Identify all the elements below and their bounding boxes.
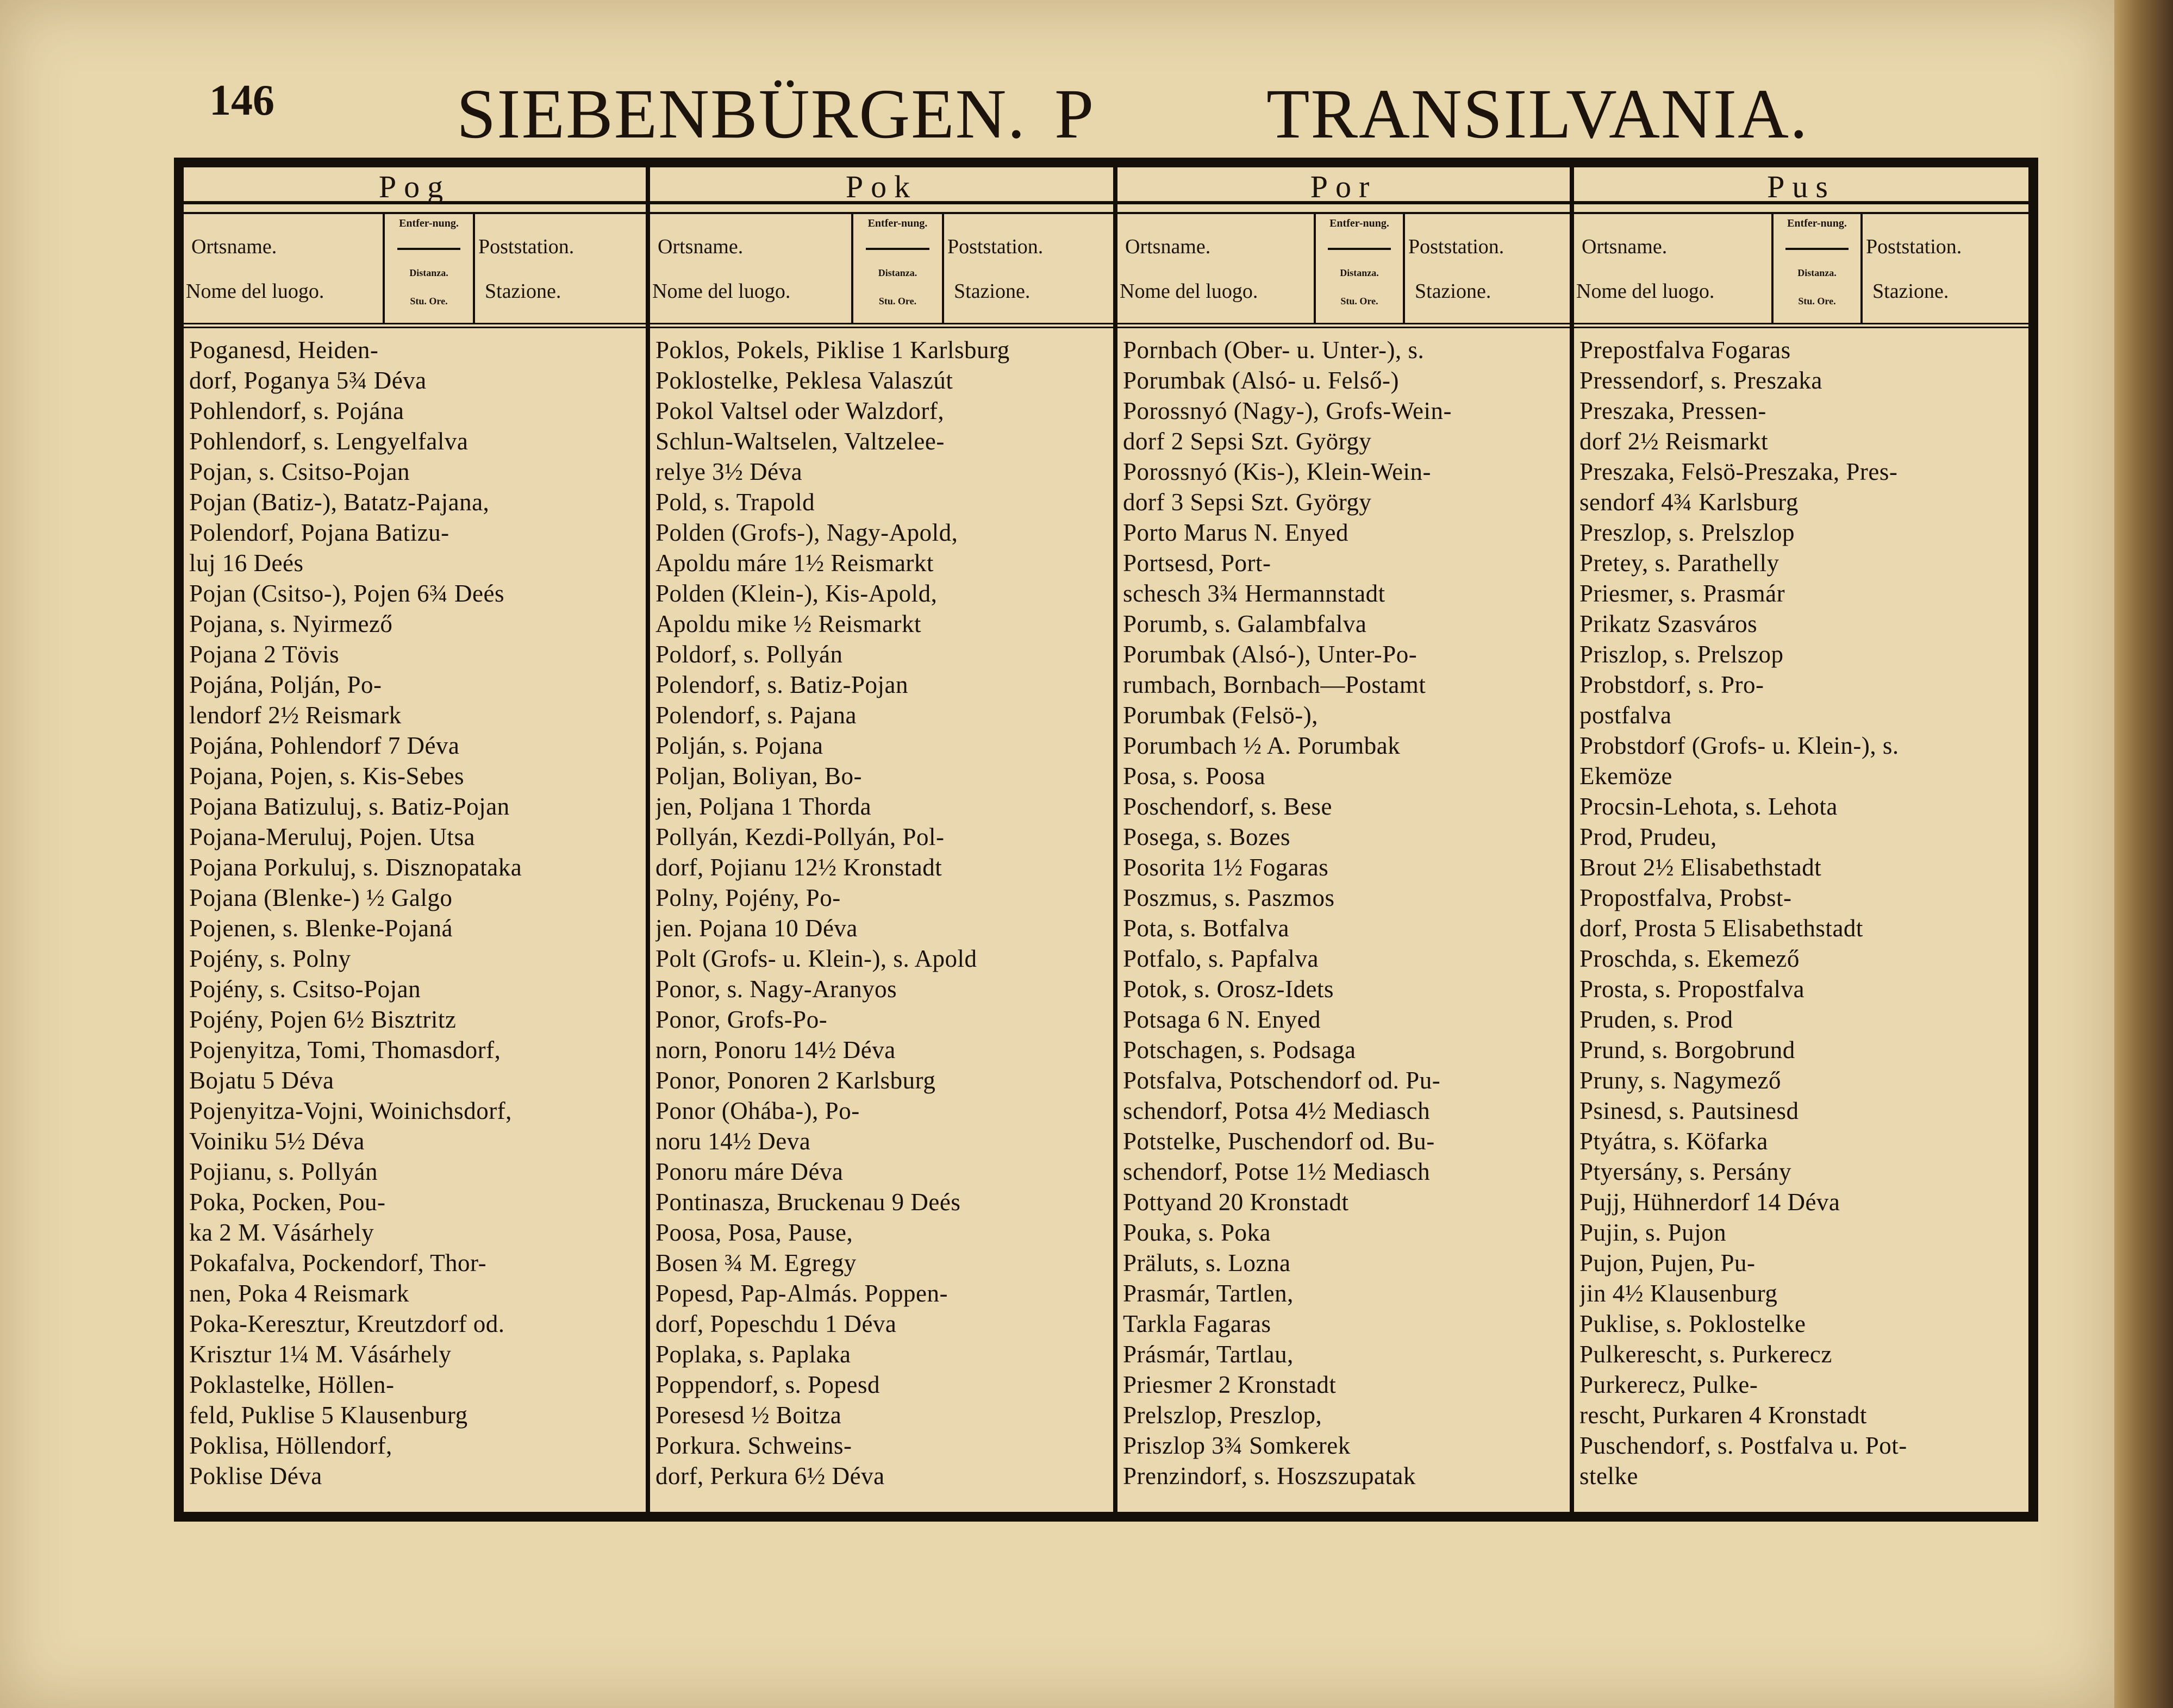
place-entry: Poschendorf, s. Bese [1123,793,1332,820]
place-entry: Pohlendorf, s. Lengyelfalva [189,428,469,455]
place-entry: Pujon, Pujen, Pu- [1579,1249,1756,1277]
distance-header-box [1314,214,1405,323]
place-entry: Porto Marus N. Enyed [1123,519,1348,546]
place-entry: Pojény, s. Csitso-Pojan [189,975,421,1003]
place-entry: Polny, Pojény, Po- [655,884,841,911]
place-entry: Porumbach ½ A. Porumbak [1123,732,1401,759]
entfernung-label: Entfer-nung. [1787,217,1847,229]
place-entry: Potsfalva, Potschendorf od. Pu- [1123,1067,1441,1094]
column-heading: Por [1117,167,1570,204]
place-entry: Potfalo, s. Papfalva [1123,945,1319,972]
place-entry: Popesd, Pap-Almás. Poppen- [655,1280,948,1307]
stazione-label: Stazione. [485,280,561,303]
place-entry: Poljan, Boliyan, Bo- [655,762,862,790]
distance-header-box [383,214,475,323]
place-entry: relye 3½ Déva [655,458,803,485]
place-entry: Ponor, s. Nagy-Aranyos [655,975,897,1003]
place-entry: Bosen ¾ M. Egregy [655,1249,857,1277]
place-entry: schendorf, Potsa 4½ Mediasch [1123,1097,1431,1124]
place-entry: Potstelke, Puschendorf od. Bu- [1123,1128,1435,1155]
place-entry: Poldorf, s. Pollyán [655,641,843,668]
place-entry: Probstdorf (Grofs- u. Klein-), s. [1579,732,1899,759]
place-entry: Pojana 2 Tövis [189,641,340,668]
place-entry: Tarkla Fagaras [1123,1310,1271,1337]
place-entry: Pojána, Polján, Po- [189,671,382,698]
place-entry: Ptyátra, s. Köfarka [1579,1128,1768,1155]
place-entry: noru 14½ Deva [655,1128,811,1155]
table-column-pus [1570,167,2028,1512]
entry-list [1117,335,1570,1491]
place-entry: Poka, Pocken, Pou- [189,1188,386,1216]
place-entry: Polendorf, s. Batiz-Pojan [655,671,908,698]
place-entry: nen, Poka 4 Reismark [189,1280,409,1307]
column-heading: Pus [1574,167,2028,204]
title-letter: P [1054,75,1094,153]
place-entry: Potsaga 6 N. Enyed [1123,1006,1321,1033]
nome-del-luogo-label: Nome del luogo. [1120,280,1258,303]
stu-ore-label: Stu. Ore. [410,296,448,306]
place-entry: luj 16 Deés [189,549,304,577]
place-entry: Prenzindorf, s. Hoszszupatak [1123,1462,1416,1490]
distance-header-box [851,214,944,323]
place-entry: Prosta, s. Propostfalva [1579,975,1804,1003]
place-entry: Pojana, Pojen, s. Kis-Sebes [189,762,464,790]
place-entry: Porossnyó (Nagy-), Grofs-Wein- [1123,397,1452,424]
distance-header-box [1771,214,1863,323]
stu-ore-label: Stu. Ore. [1798,296,1836,306]
place-entry: Ponoru máre Déva [655,1158,844,1185]
place-entry: Polt (Grofs- u. Klein-), s. Apold [655,945,977,972]
place-entry: Prásmár, Tartlau, [1123,1341,1294,1368]
place-entry: Pojenen, s. Blenke-Pojaná [189,915,453,942]
place-entry: Pojény, Pojen 6½ Bisztritz [189,1006,457,1033]
place-entry: jen, Poljana 1 Thorda [655,793,872,820]
distanza-label: Distanza. [1797,267,1837,278]
place-entry: dorf 2 Sepsi Szt. György [1123,428,1372,455]
place-entry: Posa, s. Poosa [1123,762,1266,790]
distanza-label: Distanza. [1340,267,1379,278]
place-entry: Prod, Prudeu, [1579,823,1717,850]
poststation-label: Poststation. [947,235,1044,258]
place-entry: Priszlop 3¾ Somkerek [1123,1432,1351,1459]
place-entry: Porumbak (Alsó- u. Felső-) [1123,367,1399,394]
place-entry: Poklos, Pokels, Piklise 1 Karlsburg [655,336,1010,364]
ortsname-label: Ortsname. [658,235,744,258]
place-entry: Pojana Porkuluj, s. Disznopataka [189,854,522,881]
place-entry: Poszmus, s. Paszmos [1123,884,1335,911]
place-entry: Pokol Valtsel oder Walzdorf, [655,397,945,424]
place-entry: Pojana, s. Nyirmező [189,610,393,637]
place-entry: dorf, Pojianu 12½ Kronstadt [655,854,942,881]
poststation-label: Poststation. [478,235,575,258]
place-entry: Schlun-Waltselen, Valtzelee- [655,428,945,455]
entry-list [650,335,1113,1491]
stazione-label: Stazione. [1415,280,1491,303]
place-entry: Voiniku 5½ Déva [189,1128,365,1155]
place-entry: Posorita 1½ Fogaras [1123,854,1329,881]
place-entry: Pojana-Meruluj, Pojen. Utsa [189,823,475,850]
page-header [0,0,2114,152]
ortsname-label: Ortsname. [1582,235,1668,258]
place-entry: Poppendorf, s. Popesd [655,1371,880,1398]
distance-rule [866,248,929,250]
place-entry: Ekemöze [1579,762,1672,790]
place-entry: stelke [1579,1462,1638,1490]
column-subheader [1574,212,2028,328]
place-entry: rescht, Purkaren 4 Kronstadt [1579,1402,1867,1429]
place-entry: Pressendorf, s. Preszaka [1579,367,1822,394]
place-entry: postfalva [1579,702,1672,729]
place-entry: Pouka, s. Poka [1123,1219,1271,1246]
place-entry: Poresesd ½ Boitza [655,1402,842,1429]
place-entry: Porumbak (Alsó-), Unter-Po- [1123,641,1418,668]
place-entry: Posega, s. Bozes [1123,823,1290,850]
place-entry: Preszaka, Felsö-Preszaka, Pres- [1579,458,1898,485]
title-transilvania: TRANSILVANIA. [1266,75,1809,153]
place-entry: Pulkerescht, s. Purkerecz [1579,1341,1832,1368]
stu-ore-label: Stu. Ore. [1340,296,1378,306]
place-entry: Pojan, s. Csitso-Pojan [189,458,410,485]
book-gutter [2114,0,2173,1708]
place-entry: Poka-Keresztur, Kreutzdorf od. [189,1310,505,1337]
entry-list [184,335,646,1491]
place-entry: Pontinasza, Bruckenau 9 Deés [655,1188,961,1216]
place-entry: Präluts, s. Lozna [1123,1249,1291,1277]
entfernung-label: Entfer-nung. [1329,217,1389,229]
place-entry: dorf 3 Sepsi Szt. György [1123,489,1372,516]
column-heading: Pok [650,167,1113,204]
gazetteer-table [174,158,2038,1522]
stazione-label: Stazione. [1872,280,1949,303]
nome-del-luogo-label: Nome del luogo. [652,280,791,303]
place-entry: Pujin, s. Pujon [1579,1219,1727,1246]
place-entry: ka 2 M. Vásárhely [189,1219,374,1246]
place-entry: dorf 2½ Reismarkt [1579,428,1769,455]
place-entry: schesch 3¾ Hermannstadt [1123,580,1385,607]
place-entry: Poklostelke, Peklesa Valaszút [655,367,953,394]
place-entry: schendorf, Potse 1½ Mediasch [1123,1158,1431,1185]
place-entry: Prelszlop, Preszlop, [1123,1402,1322,1429]
distance-rule [397,248,461,250]
place-entry: dorf, Perkura 6½ Déva [655,1462,885,1490]
place-entry: Poklise Déva [189,1462,322,1490]
place-entry: Pruny, s. Nagymező [1579,1067,1782,1094]
place-entry: Poganesd, Heiden- [189,336,379,364]
column-subheader [650,212,1113,328]
place-entry: Pruden, s. Prod [1579,1006,1733,1033]
distance-rule [1785,248,1848,250]
place-entry: Potok, s. Orosz-Idets [1123,975,1334,1003]
place-entry: Priesmer 2 Kronstadt [1123,1371,1337,1398]
place-entry: Pojan (Csitso-), Pojen 6¾ Deés [189,580,504,607]
place-entry: Potschagen, s. Podsaga [1123,1036,1356,1063]
distanza-label: Distanza. [878,267,917,278]
nome-del-luogo-label: Nome del luogo. [1576,280,1715,303]
poststation-label: Poststation. [1866,235,1962,258]
place-entry: sendorf 4¾ Karlsburg [1579,489,1799,516]
place-entry: Purkerecz, Pulke- [1579,1371,1758,1398]
table-column-pog [184,167,646,1512]
place-entry: Polden (Klein-), Kis-Apold, [655,580,938,607]
place-entry: Bojatu 5 Déva [189,1067,334,1094]
entfernung-label: Entfer-nung. [867,217,928,229]
place-entry: Portsesd, Port- [1123,549,1271,577]
place-entry: dorf, Poganya 5¾ Déva [189,367,427,394]
poststation-label: Poststation. [1408,235,1504,258]
page-number: 146 [209,77,274,124]
place-entry: Porumbak (Felsö-), [1123,702,1318,729]
place-entry: Pojianu, s. Pollyán [189,1158,378,1185]
place-entry: jen. Pojana 10 Déva [655,915,858,942]
nome-del-luogo-label: Nome del luogo. [186,280,324,303]
place-entry: dorf, Prosta 5 Elisabethstadt [1579,915,1863,942]
table-column-pok [646,167,1113,1512]
place-entry: Probstdorf, s. Pro- [1579,671,1764,698]
stazione-label: Stazione. [954,280,1031,303]
place-entry: Preszlop, s. Prelszlop [1579,519,1795,546]
place-entry: Poosa, Posa, Pause, [655,1219,853,1246]
place-entry: Proschda, s. Ekemező [1579,945,1800,972]
place-entry: Propostfalva, Probst- [1579,884,1792,911]
place-entry: Prasmár, Tartlen, [1123,1280,1294,1307]
column-subheader [184,212,646,328]
place-entry: dorf, Popeschdu 1 Déva [655,1310,897,1337]
place-entry: Polján, s. Pojana [655,732,823,759]
place-entry: Prund, s. Borgobrund [1579,1036,1795,1063]
place-entry: feld, Puklise 5 Klausenburg [189,1402,468,1429]
place-entry: Pota, s. Botfalva [1123,915,1289,942]
place-entry: Apoldu máre 1½ Reismarkt [655,549,934,577]
place-entry: Ptyersány, s. Persány [1579,1158,1792,1185]
place-entry: Poplaka, s. Paplaka [655,1341,851,1368]
place-entry: Ponor, Ponoren 2 Karlsburg [655,1067,936,1094]
place-entry: rumbach, Bornbach—Postamt [1123,671,1426,698]
place-entry: Puklise, s. Poklostelke [1579,1310,1806,1337]
ortsname-label: Ortsname. [191,235,277,258]
place-entry: Ponor, Grofs-Po- [655,1006,828,1033]
place-entry: Polendorf, s. Pajana [655,702,857,729]
place-entry: Pornbach (Ober- u. Unter-), s. [1123,336,1425,364]
place-entry: Porumb, s. Galambfalva [1123,610,1367,637]
place-entry: Psinesd, s. Pautsinesd [1579,1097,1799,1124]
distanza-label: Distanza. [409,267,448,278]
place-entry: Prepostfalva Fogaras [1579,336,1791,364]
place-entry: Ponor (Ohába-), Po- [655,1097,860,1124]
place-entry: Puschendorf, s. Postfalva u. Pot- [1579,1432,1907,1459]
place-entry: norn, Ponoru 14½ Déva [655,1036,896,1063]
place-entry: Pojenyitza, Tomi, Thomasdorf, [189,1036,501,1063]
place-entry: Pold, s. Trapold [655,489,815,516]
distance-rule [1328,248,1390,250]
place-entry: Apoldu mike ½ Reismarkt [655,610,921,637]
place-entry: Pojan (Batiz-), Batatz-Pajana, [189,489,490,516]
place-entry: Pollyán, Kezdi-Pollyán, Pol- [655,823,945,850]
entfernung-label: Entfer-nung. [399,217,459,229]
place-entry: jin 4½ Klausenburg [1579,1280,1778,1307]
place-entry: Polden (Grofs-), Nagy-Apold, [655,519,958,546]
place-entry: Pojenyitza-Vojni, Woinichsdorf, [189,1097,512,1124]
place-entry: Pujj, Hühnerdorf 14 Déva [1579,1188,1840,1216]
place-entry: Preszaka, Pressen- [1579,397,1766,424]
place-entry: lendorf 2½ Reismark [189,702,402,729]
place-entry: Polendorf, Pojana Batizu- [189,519,449,546]
place-entry: Pojána, Pohlendorf 7 Déva [189,732,460,759]
place-entry: Pojana (Blenke-) ½ Galgo [189,884,453,911]
entry-list [1574,335,2028,1491]
stu-ore-label: Stu. Ore. [878,296,917,306]
place-entry: Pokafalva, Pockendorf, Thor- [189,1249,487,1277]
place-entry: Poklastelke, Höllen- [189,1371,395,1398]
place-entry: Poklisa, Höllendorf, [189,1432,392,1459]
place-entry: Pottyand 20 Kronstadt [1123,1188,1349,1216]
place-entry: Priesmer, s. Prasmár [1579,580,1785,607]
place-entry: Prikatz Szasváros [1579,610,1758,637]
place-entry: Porkura. Schweins- [655,1432,852,1459]
ortsname-label: Ortsname. [1125,235,1211,258]
place-entry: Procsin-Lehota, s. Lehota [1579,793,1838,820]
place-entry: Pojény, s. Polny [189,945,351,972]
title-siebenbuergen: SIEBENBÜRGEN. [457,75,1026,153]
place-entry: Pretey, s. Parathelly [1579,549,1779,577]
place-entry: Brout 2½ Elisabethstadt [1579,854,1822,881]
place-entry: Krisztur 1¼ M. Vásárhely [189,1341,452,1368]
place-entry: Pohlendorf, s. Pojána [189,397,404,424]
place-entry: Priszlop, s. Prelszop [1579,641,1784,668]
column-subheader [1117,212,1570,328]
column-heading: Pog [184,167,646,204]
place-entry: Pojana Batizuluj, s. Batiz-Pojan [189,793,510,820]
place-entry: Porossnyó (Kis-), Klein-Wein- [1123,458,1432,485]
table-column-por [1113,167,1570,1512]
